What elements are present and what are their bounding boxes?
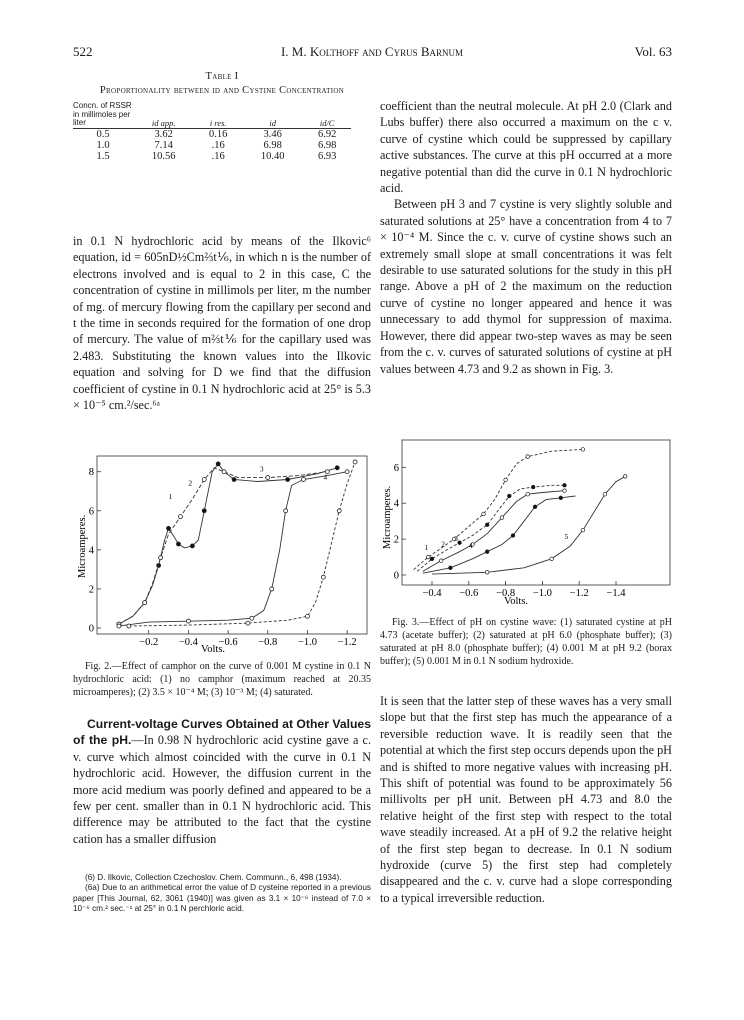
data-point [270, 587, 274, 591]
data-point [345, 470, 349, 474]
curve-label: 4 [323, 472, 328, 482]
page-number: 522 [73, 44, 93, 59]
y-axis-label: Microamperes. [77, 514, 88, 578]
y-tick-label: 6 [88, 506, 94, 518]
table-cell: 10.40 [260, 150, 285, 162]
data-point [482, 512, 486, 516]
running-title: I. M. Kolthoff and Cyrus Barnum [280, 44, 464, 59]
data-point [202, 478, 206, 482]
data-point [337, 509, 341, 513]
figure-3-caption: Fig. 3.—Effect of pH on cystine wave: (1) saturated cystine at pH 4.73 (acetate buffer); (2) saturated at pH 6.0 (phosphate buffer); (3) saturated at pH 8.0 (phosphate buffer); (4) 0.001 M at pH 9.2 (borax buffer); (5) 0.001 M in 0.1 N sodium hydroxide. [380, 617, 672, 667]
data-point [603, 492, 607, 496]
table-header-cell: i res. [209, 117, 227, 128]
x-tick-label: −1.2 [337, 637, 357, 648]
y-tick-label: 2 [88, 584, 94, 596]
data-point [301, 478, 305, 482]
x-tick-label: −1.2 [569, 588, 589, 599]
data-point [427, 555, 431, 559]
section-heading: Current-voltage Curves Obtained at Other Values of the pH. [73, 717, 371, 748]
right-column-text-upper [380, 98, 672, 377]
data-point [526, 492, 530, 496]
x-tick-label: −0.8 [496, 588, 516, 599]
data-point [511, 534, 515, 538]
curve-label: 4 [468, 541, 473, 551]
table-block [73, 70, 371, 162]
plot-frame [97, 456, 367, 634]
data-point [623, 475, 627, 479]
x-tick-label: −0.4 [422, 588, 442, 599]
series-line-2 [119, 468, 327, 624]
data-point [186, 619, 190, 623]
data-table [73, 102, 351, 162]
y-tick-label: 6 [393, 462, 399, 474]
series-line-4 [129, 462, 355, 626]
volume-label: Vol. 63 [634, 44, 672, 59]
table-cell: 1.0 [96, 139, 110, 151]
table-cell: 3.62 [154, 128, 173, 140]
table-header-row [73, 102, 351, 128]
curve-label: 1 [168, 492, 173, 502]
data-point [353, 460, 357, 464]
table-cell: 6.98 [263, 139, 282, 151]
plot-frame [402, 440, 670, 585]
data-point [178, 515, 182, 519]
series-line-5 [432, 476, 625, 574]
series-line-3 [423, 491, 565, 572]
table-row [73, 128, 351, 140]
data-point [526, 455, 530, 459]
data-point [550, 557, 554, 561]
y-tick-label: 4 [393, 498, 399, 510]
table-cell: 6.93 [317, 150, 337, 162]
figure-3-plot [378, 434, 678, 612]
data-point [458, 541, 462, 545]
x-tick-label: −1.0 [532, 588, 552, 599]
data-point [485, 550, 489, 554]
paragraph: coefficient than the neutral molecule. At pH 2.0 (Clark and Lubs buffer) there also occurred a maximum on the c v. curve of cystine which could be suppressed by capillary active substances. The curve at this pH occurred at a more negative potential than did the curve in 0.1 N hydrochloric acid. [380, 99, 672, 196]
data-point [504, 478, 508, 482]
y-tick-label: 4 [88, 545, 94, 557]
y-tick-label: 2 [393, 534, 399, 546]
data-point [143, 601, 147, 605]
curve-label: 2 [188, 478, 193, 488]
data-point [581, 528, 585, 532]
table-header-cell: Concn. of RSSR in millimoles per liter [73, 101, 132, 127]
table-header-cell: id app. [151, 117, 176, 128]
table-cell: .16 [211, 150, 225, 162]
table-header-cell: id/C [319, 117, 335, 128]
table-header-cell: id [269, 117, 276, 128]
figure-2-plot [73, 448, 373, 658]
table-row [73, 140, 351, 151]
data-point [507, 494, 511, 498]
y-tick-label: 0 [393, 570, 399, 582]
table-cell: 3.46 [263, 128, 282, 140]
data-point [232, 478, 236, 482]
series-line-4 [423, 496, 576, 573]
data-point [321, 575, 325, 579]
data-point [202, 509, 206, 513]
data-point [246, 621, 250, 625]
data-point [266, 476, 270, 480]
data-point [485, 523, 489, 527]
data-point [563, 489, 567, 493]
y-tick-label: 8 [88, 467, 94, 479]
curve-label: 2 [441, 539, 445, 549]
footnotes [73, 873, 371, 914]
data-point [430, 557, 434, 561]
curve-label: 1 [424, 542, 429, 552]
data-point [500, 516, 504, 520]
x-tick-label: −1.0 [297, 637, 317, 648]
data-point [250, 616, 254, 620]
table-cell: 0.16 [208, 128, 228, 140]
data-point [449, 566, 453, 570]
data-point [563, 483, 567, 487]
curve-label: 5 [564, 532, 569, 542]
table-cell: 10.56 [151, 150, 176, 162]
data-point [117, 624, 121, 628]
table-row [73, 151, 351, 162]
data-point [439, 559, 443, 563]
table-title: Table I [205, 71, 239, 82]
paragraph: In 0.98 N hydrochloric acid cystine gave a c. v. curve which almost coincided with the curve in 0.1 N hydrochloric acid. However, the diffusion current in the more acid medium was poorly defined and appeared to be a few per cent. smaller than in 0.1 N hydrochloric acid. This difference may be attributed to the fact that the cystine cation has a smaller diffusion [73, 733, 371, 846]
data-point [581, 448, 585, 452]
footnote-6a: (6a) Due to an arithmetical error the value of D cysteine reported in a previous paper [This Journal, 62, 3061 (1940)] was given as 3.1 × 10⁻⁶ instead of 7.0 × 10⁻⁶ cm.² sec.⁻¹ at 25° in 0.1 N perchloric acid. [73, 883, 371, 913]
data-point [335, 466, 339, 470]
right-column-text-lower [380, 693, 672, 906]
data-point [190, 544, 194, 548]
x-tick-label: −0.4 [178, 637, 198, 648]
series-line-3 [119, 472, 347, 626]
footnote-6: (6) D. Ilkovic, Collection Czechoslov. Chem. Communn., 6, 498 (1934). [85, 873, 342, 882]
table-cell: 6.98 [317, 139, 337, 151]
table-cell: 6.92 [317, 128, 337, 140]
x-tick-label: −0.6 [459, 588, 479, 599]
x-tick-label: −0.8 [258, 637, 278, 648]
data-point [286, 478, 290, 482]
x-tick-label: −1.4 [606, 588, 626, 599]
data-point [167, 526, 171, 530]
table-cell: 7.14 [154, 139, 173, 151]
table-caption: Proportionality between id and Cystine Concentration [99, 85, 345, 96]
curve-label: 3 [259, 464, 264, 474]
x-tick-label: −0.6 [218, 637, 238, 648]
data-point [284, 509, 288, 513]
data-point [559, 496, 563, 500]
data-point [222, 470, 226, 474]
y-tick-label: 0 [88, 623, 94, 635]
data-point [159, 556, 163, 560]
data-point [533, 505, 537, 509]
paragraph: in 0.1 N hydrochloric acid by means of the Ilkovic⁶ equation, id = 605nD½Cm⅔t⅙, in which n is the number of electrons involved and is equal to 2 in this case, C the concentration of cystine in millimols per liter, m the number of mg. of mercury flowing from the capillary per second and t the time in seconds required for the formation of one drop of mercury. The value of m⅔t⅙ for the capillary used was 2.483. Substituting the known values into the Ilkovic equation and solving for D we find that the diffusion coefficient of cystine in 0.1 N hydrochloric acid at 25° is 5.3 × 10⁻⁵ cm.²/sec.⁶ᵃ [73, 234, 371, 413]
data-point [216, 462, 220, 466]
figure-2-caption: Fig. 2.—Effect of camphor on the curve of 0.001 M cystine in 0.1 N hydrochloric acid: (1) no camphor (maximum reached at 20.35 microamperes); (2) 3.5 × 10⁻⁴ M; (3) 10⁻³ M; (4) saturated. [73, 661, 371, 698]
data-point [176, 542, 180, 546]
series-line-1 [119, 464, 337, 624]
left-column-text-lower: Current-voltage Curves Obtained at Other Values of the pH.—In 0.98 N hydrochloric acid cystine gave a c. v. curve which almost coincided with the curve in 0.1 N hydrochloric acid. However, the diffusion current in the more acid medium was poorly defined and appeared to be a few per cent. smaller than in 0.1 N hydrochloric acid. This difference may be attributed to the fact that the cystine cation has a smaller diffusion [73, 717, 371, 846]
table-cell: .16 [211, 139, 225, 151]
data-point [485, 571, 489, 575]
data-point [305, 614, 309, 618]
series-line-1 [414, 449, 583, 569]
table-cell: 1.5 [96, 150, 110, 162]
series-line-2 [417, 485, 564, 571]
paragraph: It is seen that the latter step of these waves has a very small slope but that the first step has much the appearance of a reversible reduction wave. It is readily seen that the potential at which the first step occurs depends upon the pH and is shifted to more negative values with increasing pH. This shift of potential was found to be approximately 56 millivolts per pH unit. Between pH 4.73 and 8.0 the relative height of the first step with respect to the total wave steadily increased. At a pH of 9.2 the relative height of the first step began to decrease. In 0.1 N sodium hydroxide (curve 5) the first step had completely disappeared and the c. v. curve had a slope corresponding to a typical irreversible reduction. [380, 694, 672, 905]
paragraph: Between pH 3 and 7 cystine is very slightly soluble and saturated solutions at 25° have a concentration from 4 to 7 × 10⁻⁴ M. Since the c. v. curve of cystine shows such an extremely small slope at small concentrations it was felt desirable to use saturated solutions for the study in this pH range. Above a pH of 2 the maximum on the reduction curve of cystine no longer appeared and hence it was unnecessary to add thymol for suppression of maxima. However, there did appear two-step waves as may be seen from the c. v. curves of saturated solutions of cystine at pH values between 4.73 and 9.2 as shown in Fig. 3. [380, 197, 672, 376]
y-axis-label: Microamperes. [382, 485, 393, 549]
data-point [127, 624, 131, 628]
table-cell: 0.5 [96, 128, 110, 140]
data-point [531, 485, 535, 489]
x-axis-label: Volts. [201, 644, 226, 655]
x-tick-label: −0.2 [139, 637, 159, 648]
x-axis-label: Volts. [504, 596, 529, 607]
curve-label: 3 [454, 533, 458, 543]
left-column-text-upper [73, 233, 371, 413]
